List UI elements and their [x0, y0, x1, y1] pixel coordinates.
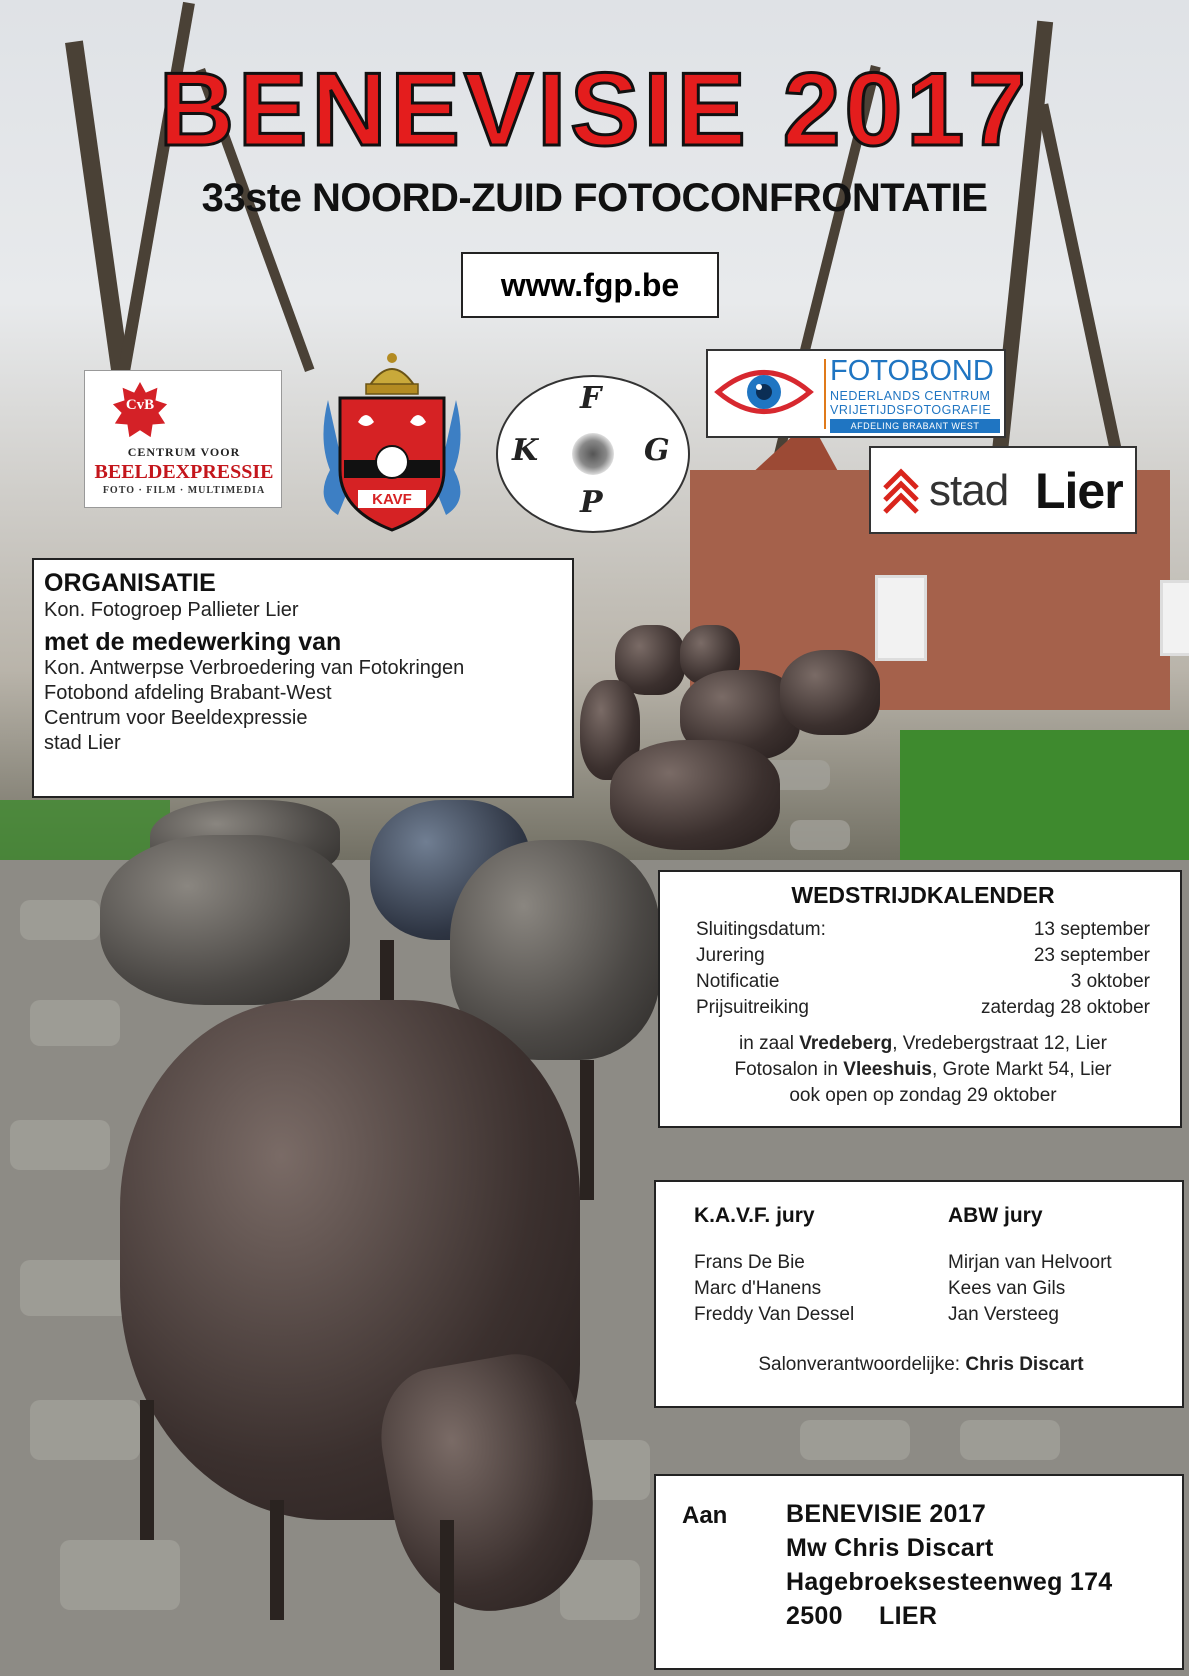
stad-lier-logo	[869, 446, 1137, 534]
fkgp-letter-f: F	[580, 381, 602, 416]
fkgp-letter-k: K	[512, 433, 539, 468]
venue-vredeberg: in zaal Vredeberg, Vredebergstraat 12, Lier	[739, 1033, 1107, 1054]
jury-member: Frans De Bie	[694, 1252, 805, 1273]
kavf-jury-column	[694, 1204, 854, 1328]
kalender-row	[696, 969, 1150, 995]
fotobond-name: FOTOBOND	[830, 355, 994, 387]
address-line: 2500 LIER	[786, 1602, 938, 1630]
abw-jury-heading: ABW jury	[948, 1204, 1043, 1227]
kavf-jury-heading: K.A.V.F. jury	[694, 1204, 815, 1227]
kalender-date: 23 september	[1033, 945, 1150, 966]
cvb-badge-text: CvB	[125, 397, 155, 413]
fotobond-line1: NEDERLANDS CENTRUM	[830, 389, 991, 403]
eye-icon	[714, 359, 814, 425]
stad-label: stad	[929, 466, 1009, 515]
fkgp-logo	[496, 375, 690, 533]
kalender-label: Sluitingsdatum:	[696, 919, 826, 940]
kalender-row	[696, 995, 1150, 1021]
cvb-name: BEELDEXPRESSIE	[94, 461, 274, 483]
salon-responsible: Salonverantwoordelijke: Chris Discart	[758, 1354, 1084, 1375]
jury-member: Mirjan van Helvoort	[948, 1252, 1112, 1273]
lier-label: Lier	[1035, 463, 1123, 519]
fkgp-letter-p: P	[580, 485, 603, 520]
jury-member: Marc d'Hanens	[694, 1278, 822, 1299]
fotobond-line2: VRIJETIJDSFOTOGRAFIE	[830, 403, 992, 417]
partner-item: Kon. Antwerpse Verbroedering van Fotokringen	[44, 657, 465, 679]
kalender-label: Prijsuitreiking	[696, 997, 809, 1018]
cooperation-heading: met de medewerking van	[44, 627, 342, 656]
chevron-up-icon	[881, 466, 921, 516]
website-link[interactable]: www.fgp.be	[461, 252, 719, 318]
jury-panel	[654, 1180, 1184, 1408]
kalender-heading: WEDSTRIJDKALENDER	[791, 882, 1055, 908]
kalender-venues	[696, 1031, 1150, 1109]
abw-jury-column	[948, 1204, 1112, 1328]
venue-open-sunday: ook open op zondag 29 oktober	[789, 1085, 1057, 1106]
poster-title: BENEVISIE 2017	[158, 52, 1031, 168]
partner-item: Centrum voor Beeldexpressie	[44, 707, 308, 729]
organizer-name: Kon. Fotogroep Pallieter Lier	[44, 598, 299, 621]
jury-member: Kees van Gils	[948, 1278, 1066, 1299]
organisatie-heading: ORGANISATIE	[44, 569, 216, 597]
kalender-row	[696, 943, 1150, 969]
address-to-label: Aan	[682, 1502, 728, 1529]
kalender-date: 13 september	[1033, 919, 1150, 940]
address-line: Hagebroeksesteenweg 174	[786, 1568, 1113, 1596]
fotobond-band: AFDELING BRABANT WEST	[830, 419, 1000, 433]
jury-member: Jan Versteeg	[948, 1304, 1059, 1325]
venue-vleeshuis: Fotosalon in Vleeshuis, Grote Markt 54, Lier	[734, 1059, 1112, 1080]
jury-member: Freddy Van Dessel	[694, 1304, 855, 1325]
kalender-row	[696, 917, 1150, 943]
fkgp-letter-g: G	[644, 433, 670, 468]
cvb-tagline: FOTO · FILM · MULTIMEDIA	[102, 485, 266, 496]
cvb-small-text: CENTRUM VOOR	[127, 445, 241, 459]
address-line: Mw Chris Discart	[786, 1534, 994, 1562]
kavf-label: KAVF	[372, 491, 412, 508]
kalender-date: zaterdag 28 oktober	[980, 997, 1150, 1018]
kalender-date: 3 oktober	[1070, 971, 1150, 992]
fotobond-logo	[706, 349, 1006, 438]
poster-subtitle: 33ste NOORD-ZUID FOTOCONFRONTATIE	[201, 176, 988, 220]
address-line: BENEVISIE 2017	[786, 1500, 987, 1528]
kalender-panel	[658, 870, 1182, 1128]
kalender-label: Notificatie	[696, 971, 780, 992]
kalender-label: Jurering	[696, 945, 765, 966]
organisatie-panel	[32, 558, 574, 798]
cvb-logo	[84, 370, 282, 508]
address-panel	[654, 1474, 1184, 1670]
partner-item: stad Lier	[44, 732, 121, 754]
partner-item: Fotobond afdeling Brabant-West	[44, 682, 332, 704]
fkgp-dot	[572, 433, 614, 475]
